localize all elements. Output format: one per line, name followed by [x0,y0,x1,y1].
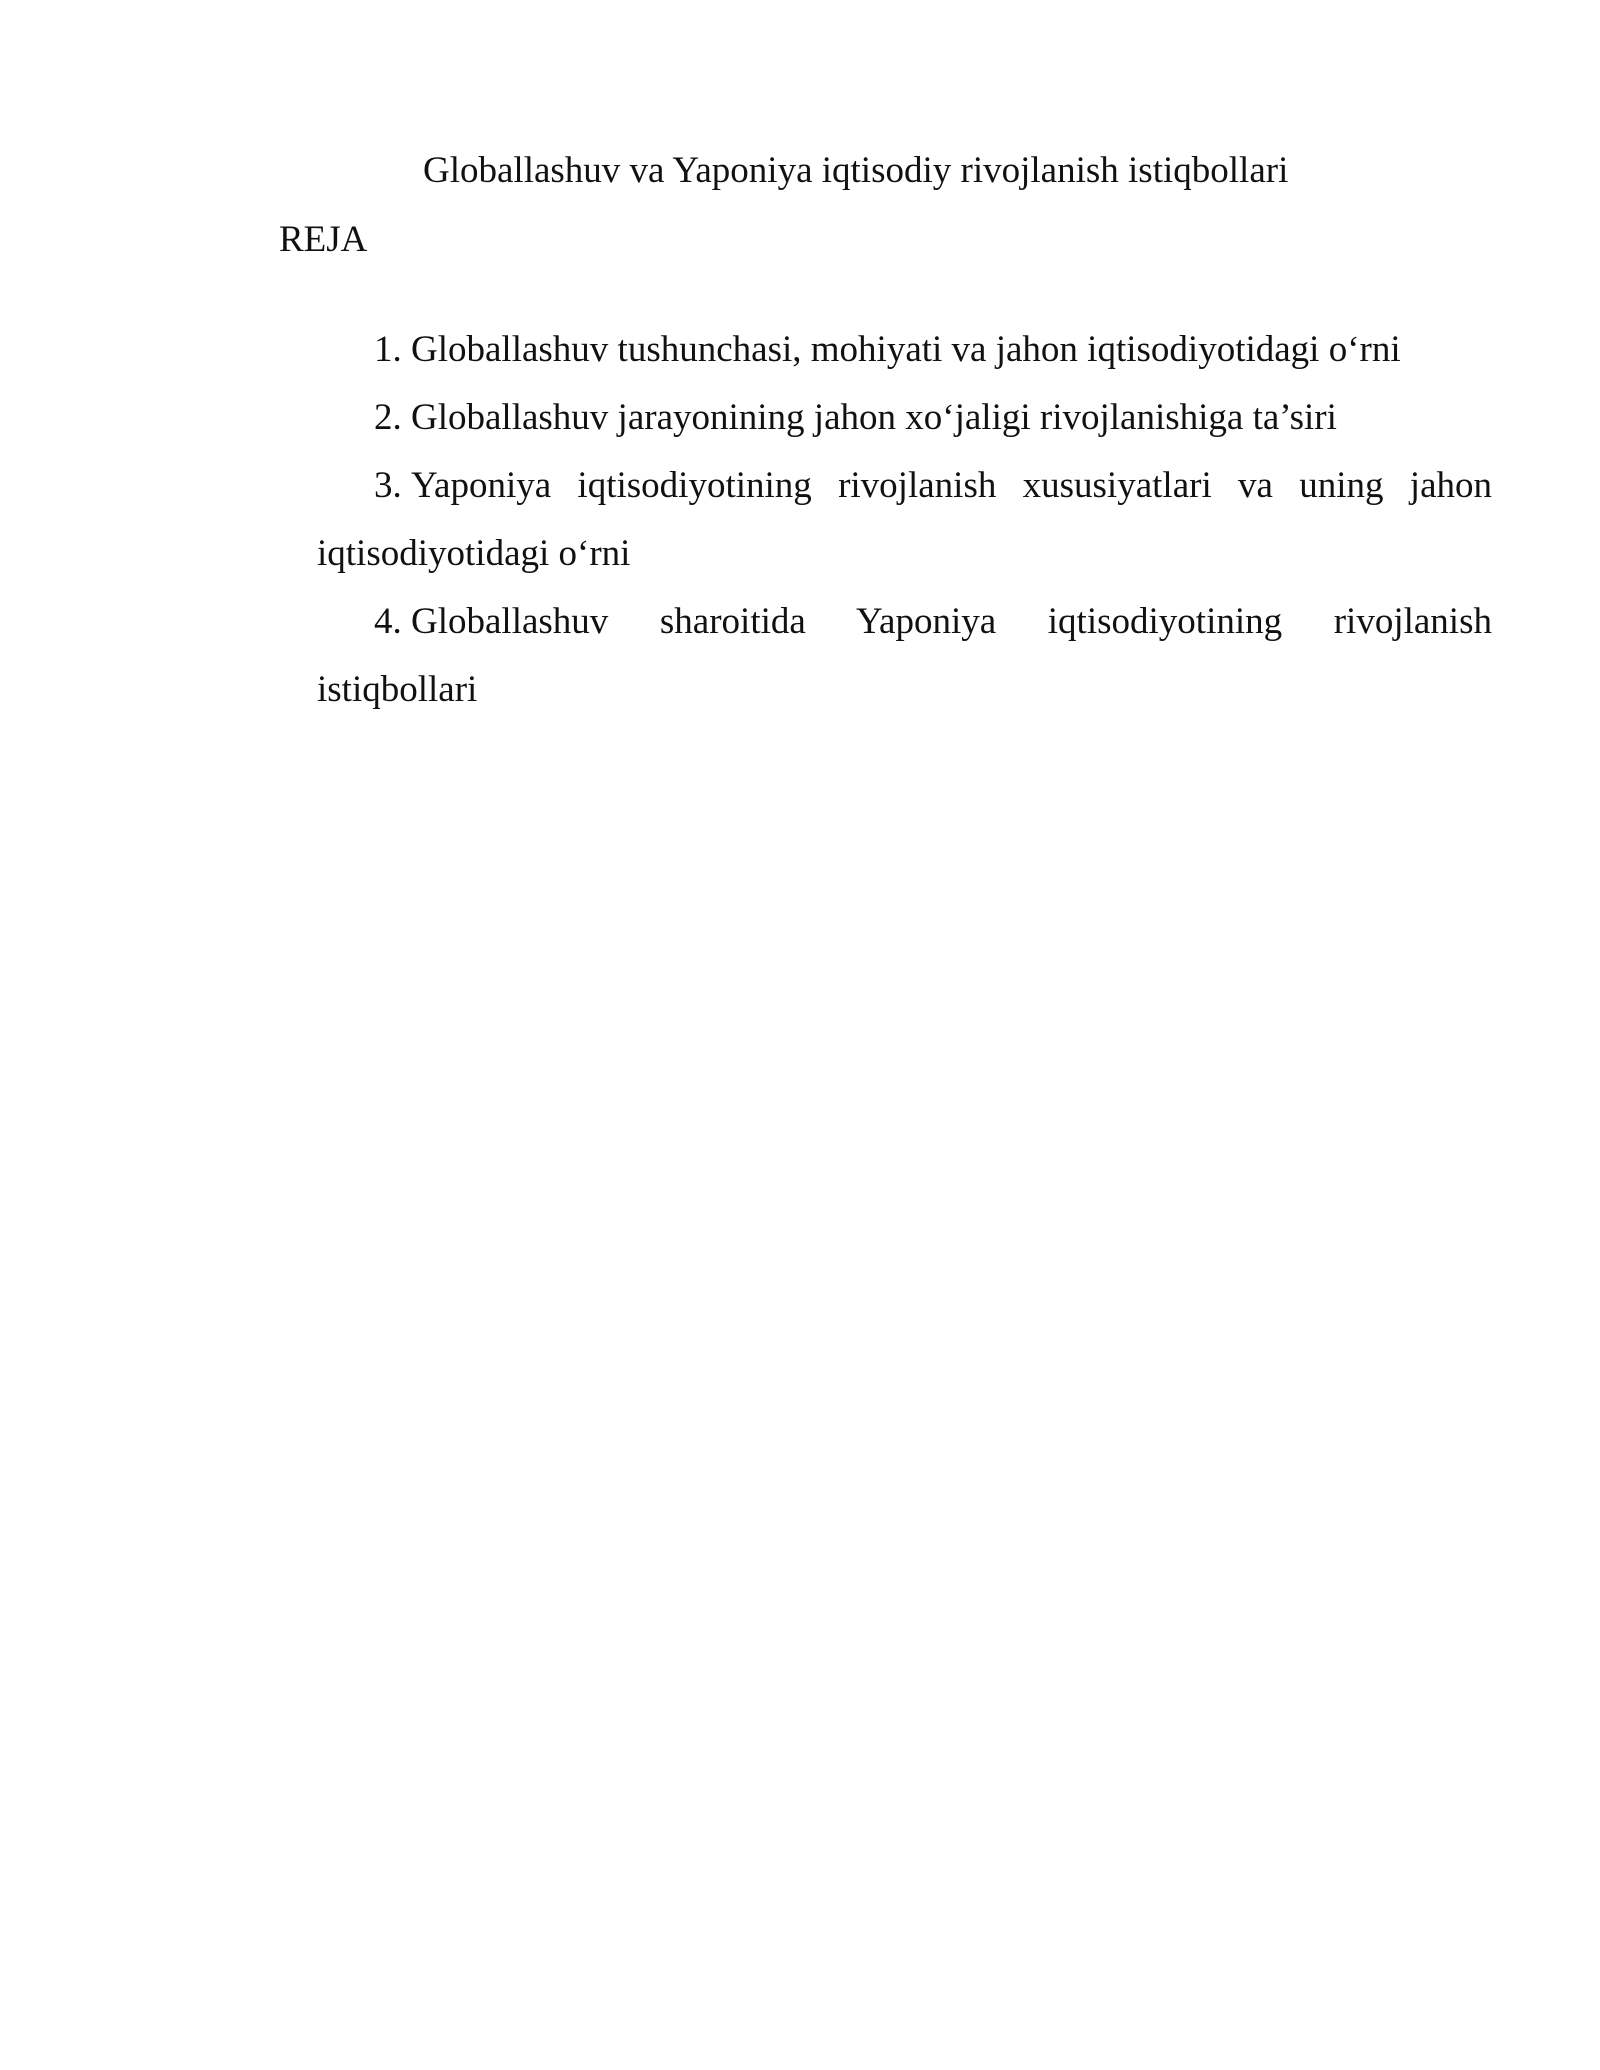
plan-item-text: Globallashuv sharoitida Yaponiya iqtisodiyotining rivojlanish istiqbollari [317,601,1492,710]
plan-item-number: 1. [374,329,402,370]
plan-item-text: Globallashuv tushunchasi, mohiyati va jahon iqtisodiyotidagi o‘rni [411,329,1401,370]
document-title: Globallashuv va Yaponiya iqtisodiy rivojlanish istiqbollari [423,150,1289,191]
plan-item-number: 4. [374,601,402,642]
plan-item-number: 3. [374,465,402,506]
plan-item-text: Globallashuv jarayonining jahon xo‘jaligi rivojlanishiga ta’siri [411,397,1337,438]
plan-item-4 [317,588,1492,724]
plan-item-3 [317,452,1492,588]
plan-item-text: Yaponiya iqtisodiyotining rivojlanish xususiyatlari va uning jahon iqtisodiyotidagi o‘rni [317,465,1492,574]
plan-item-2 [317,384,1492,452]
plan-list [317,316,1492,724]
plan-item-number: 2. [374,397,402,438]
plan-heading: REJA [279,219,368,260]
plan-item-1 [317,316,1492,384]
